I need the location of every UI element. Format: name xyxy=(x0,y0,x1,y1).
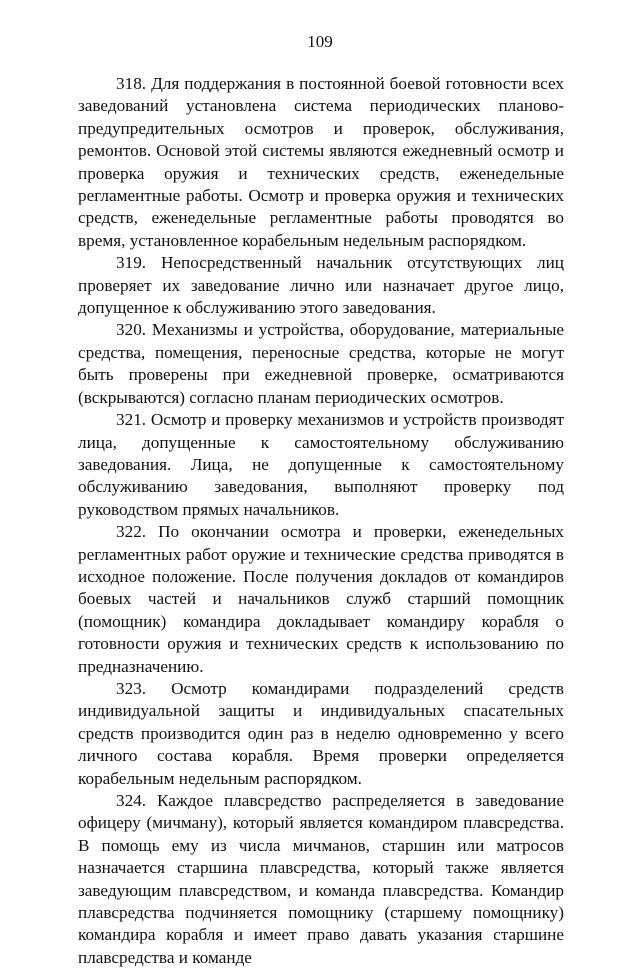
body-text xyxy=(78,73,564,969)
paragraph-323: 323. Осмотр командирами подразделений средств индивидуальной защиты и индивидуальных спасательных средств производится один раз в неделю одновременно у всего личного состава корабля. Время проверки определяется корабельным недельным распорядком. xyxy=(78,678,564,788)
paragraph-318: 318. Для поддержания в постоянной боевой готовности всех заведований установлена система периодических планово-предупредительных осмотров и проверок, обслуживания, ремонтов. Основой этой системы являются ежедневный осмотр и проверка оружия и технических средств, еженедельные регламентные работы. Осмотр и проверка оружия и технических средств, еженедельные регламентные работы проводятся во время, установленное корабельным недельным распорядком. xyxy=(78,74,564,250)
paragraph-321: 321. Осмотр и проверку механизмов и устройств производят лица, допущенные к самостоятельному обслуживанию заведования. Лица, не допущенные к самостоятельному обслуживанию заведования, выполняют проверку под руководством прямых начальников. xyxy=(78,410,564,519)
page-number: 109 xyxy=(307,32,333,51)
paragraph-324: 324. Каждое плавсредство распределяется в заведование офицеру (мичману), который является командиром плавсредства. В помощь ему из числа мичманов, старшин или матросов назначается старшина плавсредства, который также является заведующим плавсредством, и команда плавсредства. Командир плавсредства подчиняется помощнику (старшему помощнику) командира корабля и имеет право давать указания старшине плавсредства и команде xyxy=(78,791,564,967)
paragraph-320: 320. Механизмы и устройства, оборудование, материальные средства, помещения, переносные средства, которые не могут быть проверены при ежедневной проверке, осматриваются (вскрываются) согласно планам периодических осмотров. xyxy=(78,320,564,407)
paragraph-319: 319. Непосредственный начальник отсутствующих лиц проверяет их заведование лично или назначает другое лицо, допущенное к обслуживанию этого заведования. xyxy=(78,253,564,318)
paragraph-322: 322. По окончании осмотра и проверки, еженедельных регламентных работ оружие и технические средства приводятся в исходное положение. После получения докладов от командиров боевых частей и начальников служб старший помощник (помощник) командира докладывает командиру корабля о готовности оружия и технических средств к использованию по предназначению. xyxy=(78,522,564,676)
